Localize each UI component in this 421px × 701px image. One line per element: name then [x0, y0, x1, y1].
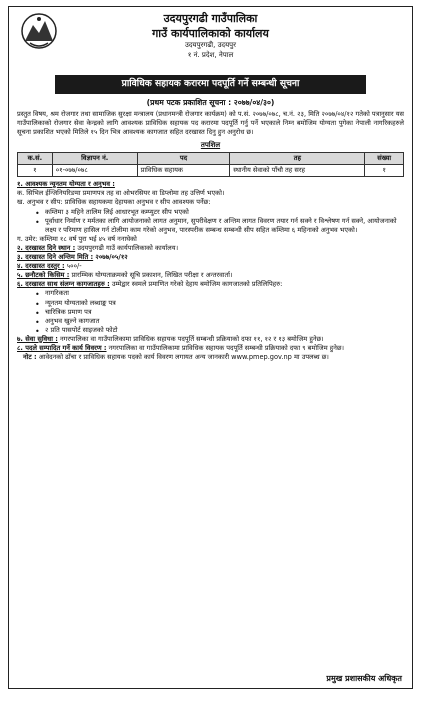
notice-title: प्राविधिक सहायक करारमा पदपूर्ति गर्ने सम्बन्धी सूचना: [55, 75, 366, 94]
deadline-date: २०७७/०५/१२: [93, 253, 128, 262]
section-7-label: ७. सेवा सुविधा :: [17, 334, 58, 343]
section-2-text: उदयपुरगढी गाउँ कार्यपालिकाको कार्यालय।: [75, 243, 179, 252]
section-2: [9, 244, 412, 253]
notice-page: [8, 6, 413, 689]
list-item: • नागरिकता: [45, 289, 404, 298]
list-item: • कम्तिमा ३ महिने तालिम लिई आधारभूत कम्प्युटर सीप भएको: [45, 208, 404, 217]
note-label: नोट :: [23, 353, 37, 362]
table-header-row: [18, 153, 404, 165]
application-fee: ५००/-: [64, 262, 82, 271]
section-6-text: उम्मेद्वार स्वमले प्रमाणित गरेको देहाय बमोजिम कागजातको प्रतिलिपिहरु:: [109, 280, 283, 289]
col-count: संख्या: [365, 153, 404, 165]
vacancy-table: [17, 152, 404, 177]
table-row: [18, 165, 404, 177]
section-5-label: ५. छनौटको किसिम :: [17, 271, 70, 280]
office-name-line1: उदयपुरगढी गाउँपालिका: [163, 12, 258, 25]
section-3: [9, 253, 412, 262]
section-qualification: [9, 180, 412, 244]
list-item: • चारित्रिक प्रमाण पत्र: [45, 308, 404, 317]
cell-level: स्थानीय सेवाको पाँचौ तह सरह: [230, 165, 365, 177]
note: [9, 353, 412, 362]
cell-serial: १: [18, 165, 53, 177]
section-5: [9, 271, 412, 280]
list-item: • २ प्रति पासपोर्ट साइजको फोटो: [45, 326, 404, 335]
section-4-label: ४. दरखास्त दस्तुर :: [17, 262, 65, 271]
list-item: • अनुभव खुल्ने कागजात: [45, 317, 404, 326]
section-1-title: १. आवश्यक न्यूनतम योग्यता र अनुभव :: [17, 180, 115, 189]
list-item: • पूर्वाधार निर्माण र मर्मतका लागि आयोजनाको लागत अनुमान, सुपरीवेक्षण र अन्तिम लागत विवरण तयार गर्न सक्ने र विश्लेषण गर्न सक्ने, आयोजनाको लक्ष्य र परिमाण हासिल गर्न टोलीमा काम गरेको अनुभव, पारस्परीक सम्बन्ध सम्बन्धी सीप सहित कम्तिमा ६ महिनाको अनुभव भएको।: [45, 217, 404, 235]
col-post: पद: [137, 153, 230, 165]
section-8: [9, 344, 412, 353]
section-8-text: नगरपालिका वा गाउँपालिकामा प्राविधिक सहायक पदपूर्ति सम्बन्धी प्रक्रियाको दफा ९ बमोजिम हुनेछ।: [106, 343, 345, 352]
nepal-emblem-icon: [17, 11, 61, 51]
experience-list: [17, 208, 404, 235]
details-heading: तपशिल: [200, 141, 221, 150]
section-8-label: ८. पदले सम्पादित गर्ने कार्य विवरण :: [17, 343, 107, 352]
section-2-label: २. दरखास्त दिने स्थान :: [17, 243, 76, 252]
list-item: • न्यूनतम योग्यताको लब्धाङ्क पत्र: [45, 299, 404, 308]
section-7: [9, 335, 412, 344]
section-4: [9, 262, 412, 271]
office-name-line2: गाउँ कार्यपालिकाको कार्यालय: [152, 27, 269, 41]
letterhead: [9, 7, 412, 73]
cell-post: प्राविधिक सहायक: [137, 165, 230, 177]
col-level: तह: [230, 153, 365, 165]
qualification-ga: ग. उमेर: कम्तिमा १८ वर्ष पुरा भई ४५ वर्ष ननाघेको: [17, 234, 137, 243]
col-ad-no: विज्ञापन नं.: [52, 153, 137, 165]
cell-ad-no: ०१-०७७/०७८: [52, 165, 137, 177]
note-text: आवेदनको ढाँचा र प्राविधिक सहायक पदको कार्य विवरण लगायत अन्य जानकारी www.pmep.gov.np मा उपलब्ध छ।: [36, 353, 329, 362]
province-line: १ नं. प्रदेश, नेपाल: [187, 51, 234, 59]
qualification-ka: क. सिभिल ईन्जिनियरिङमा प्रमाणपत्र तह वा ओभरसियर वा डिप्लोमा तह उत्तिर्ण भएको।: [17, 189, 225, 198]
section-6: [9, 280, 412, 335]
documents-list: [17, 289, 404, 334]
office-address: उदयपुरगढी, उदयपुर: [184, 41, 237, 50]
section-7-text: नगरपालिका वा गाउँपालिकामा प्राविधिक सहायक पदपूर्ति सम्बन्धी प्रक्रियाको दफा ११, १२ र १३ बमोजिम हुनेछ।: [57, 334, 324, 343]
cell-count: १: [365, 165, 404, 177]
publication-note: (प्रथम पटक प्रकाशित सूचना : २०७७/०४/३०): [146, 97, 275, 107]
section-3-label: ३. दरखास्त दिने अन्तिम मिति :: [17, 253, 94, 262]
col-serial: क.सं.: [18, 153, 53, 165]
section-6-label: ६. दरखास्त साथ संलग्न कागजातहरु :: [17, 280, 110, 289]
signatory-title: प्रमुख प्रशासकीय अधिकृत: [326, 673, 402, 683]
qualification-kha: ख. अनुभव र सीप: प्राविधिक सहायकमा देहायका अनुभव र सीप आवश्यक पर्नेछ:: [17, 198, 211, 207]
section-5-text: प्रारम्भिक योग्यताक्रमको सूचि प्रकाशन, लिखित परीक्षा र अन्तरवार्ता।: [69, 271, 233, 280]
intro-paragraph: प्रस्तुत विषय, श्रम रोजगार तथा सामाजिक सुरक्षा मन्त्रालय (प्रधानमन्त्री रोजगार कार्यक्रम) को प.सं. २०७७/०७८, च.नं. २३, मिति २०७७/०४/१२ गतेको पत्रानुसार यस गाउँपालिकाको रोजगार सेवा केन्द्रको लागि आवश्यक प्राविधिक सहायक पद करारमा पदपूर्ति गर्नु पर्ने भएकाले निम्न बमोजिम योग्यता पुगेका नेपाली नागरिकहरुले सूचना प्रकाशित भएको मितिले १५ दिन भित्र आवश्यक कागजात सहित दरखास्त दिनु हुन अनुरोध छ।: [17, 110, 404, 137]
